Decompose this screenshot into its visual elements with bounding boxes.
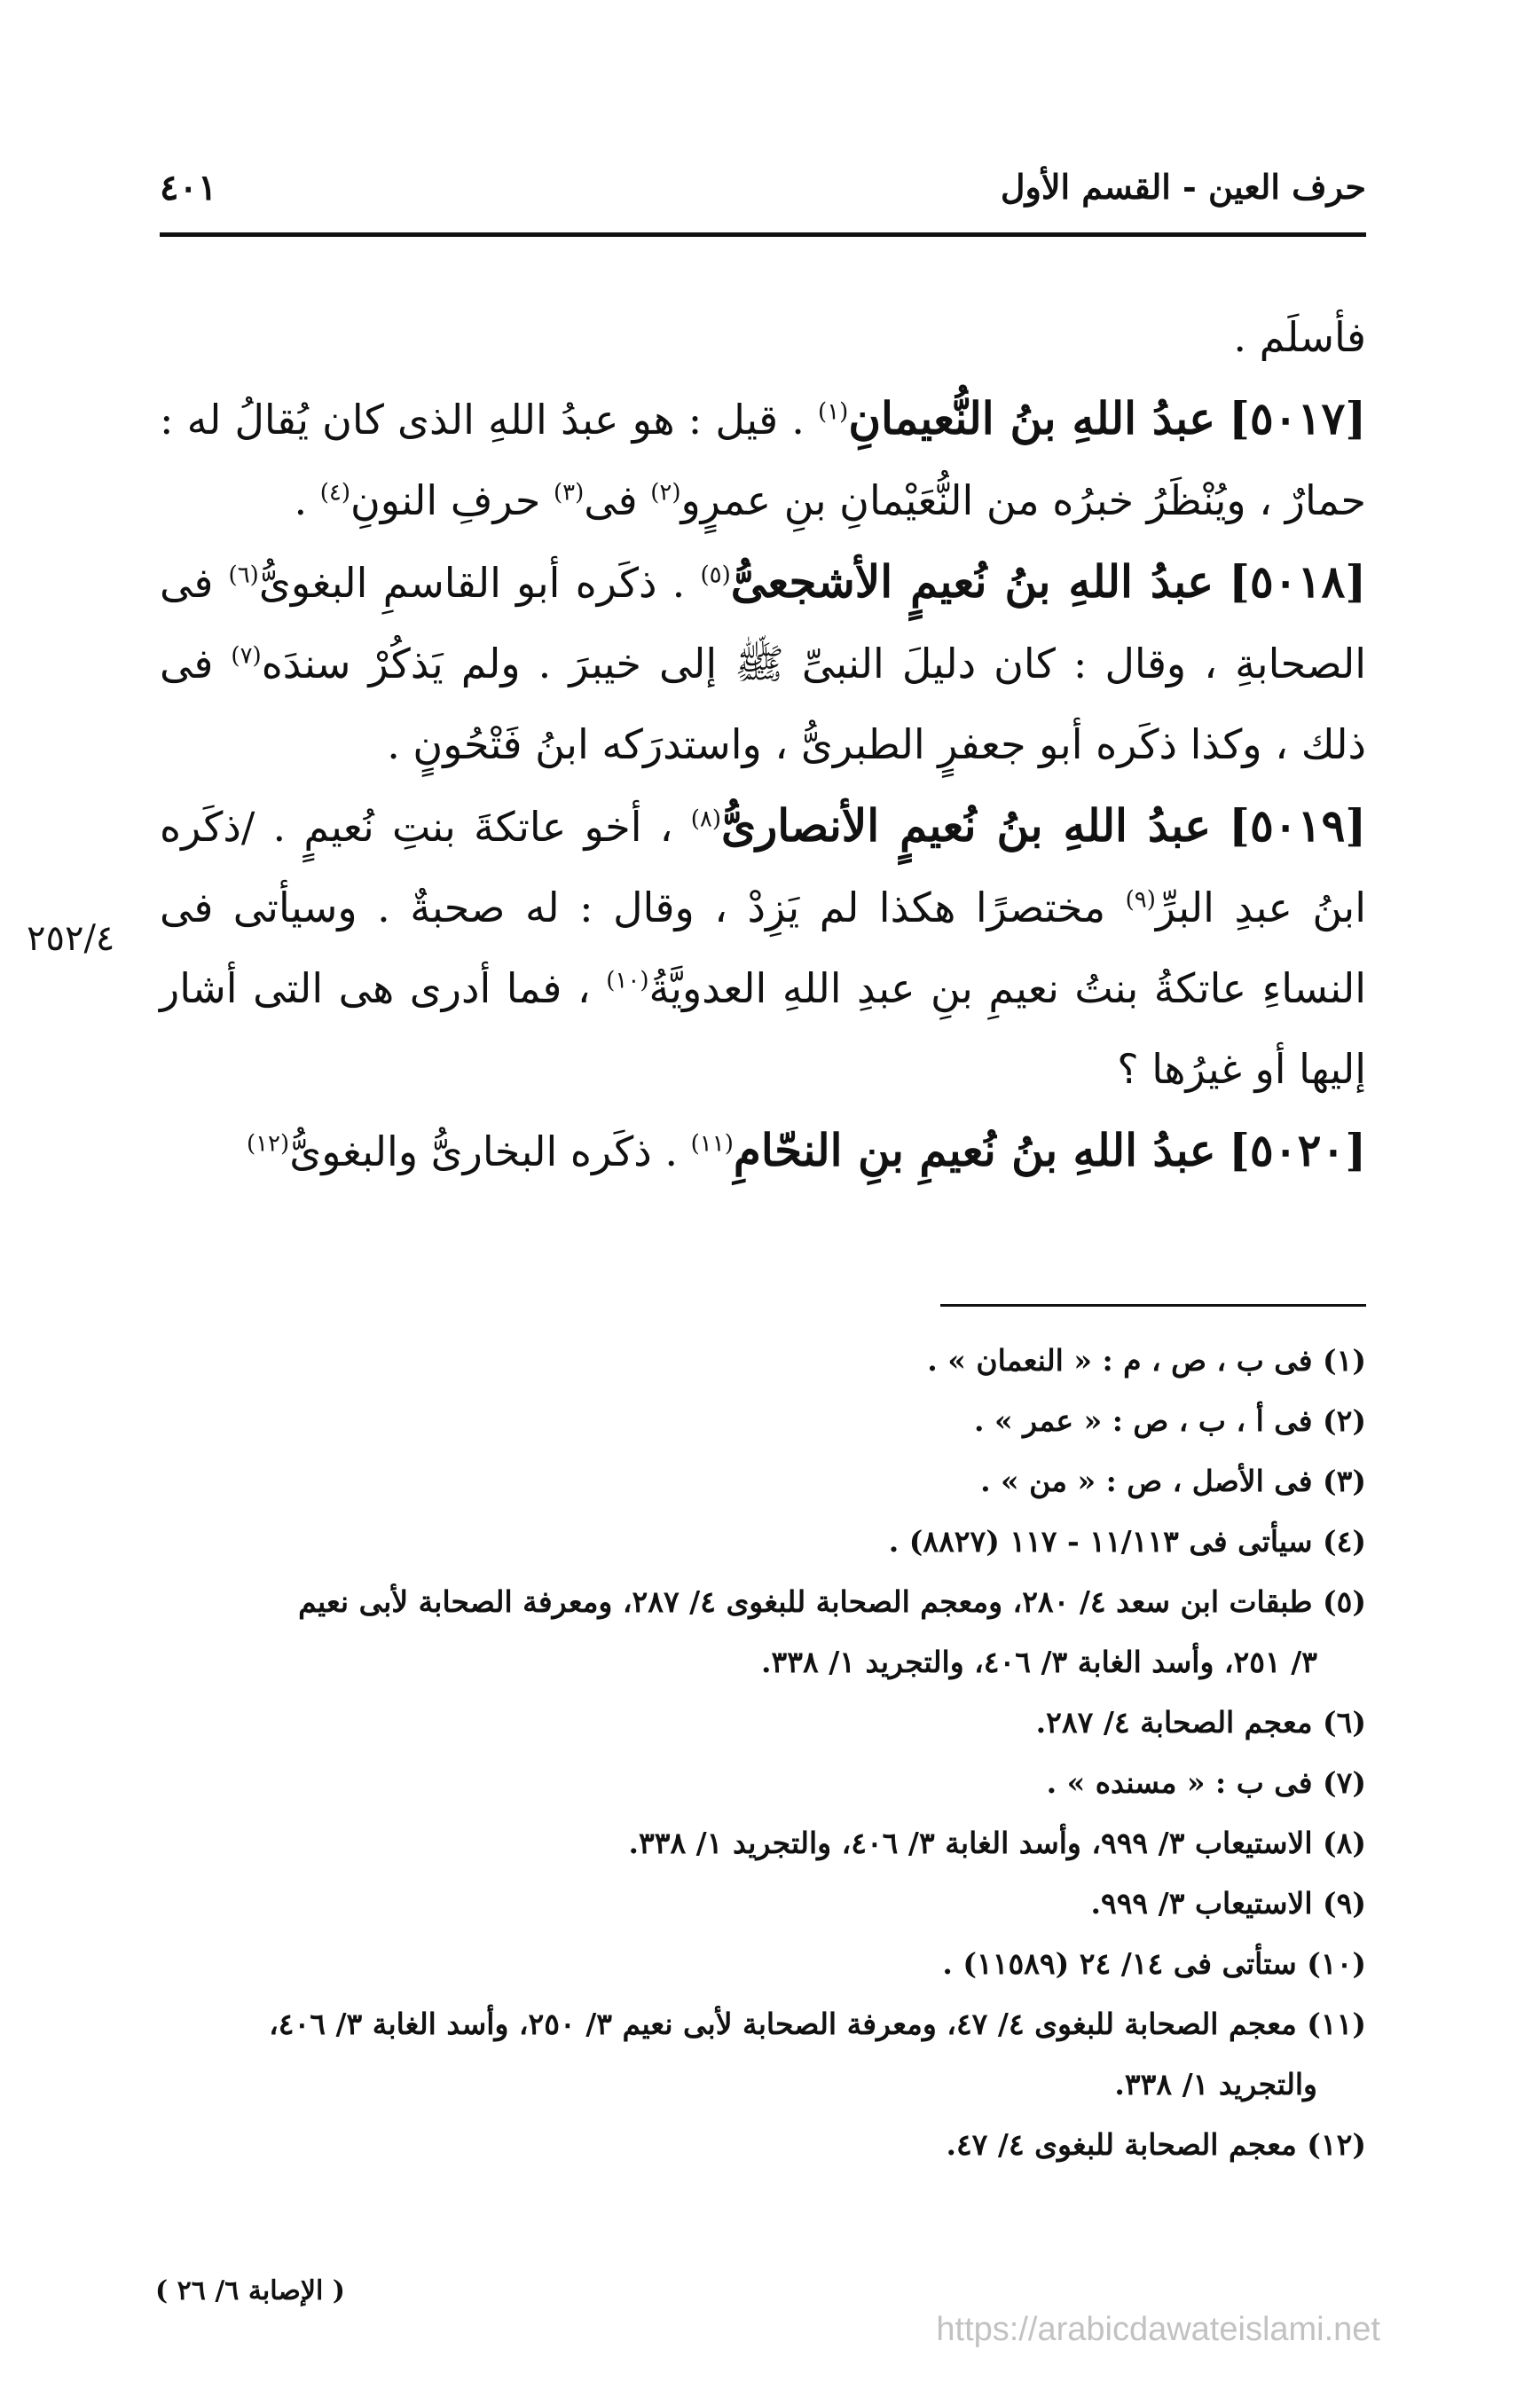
- footnote-ref: (١): [818, 398, 849, 426]
- header-rule: [160, 232, 1366, 237]
- entry-name: عبدُ اللهِ بنُ نُعيمٍ الأشجعىُّ: [730, 555, 1214, 608]
- entry-text: فى الصحابةِ ، وقال : كان دليلَ النبىِّ ﷺ إلى خيبرَ . ولم يَذكُرْ سندَه: [160, 559, 1367, 687]
- entry-name: عبدُ اللهِ بنُ نُعيمِ بنِ النحّامِ: [733, 1124, 1216, 1176]
- entry-text: ، فما أدرى هى التى أشار إليها أو غيرُها ؟: [160, 964, 1366, 1093]
- footnote-ref: (١٢): [246, 1130, 290, 1158]
- entry-5019: [160, 785, 1366, 1110]
- entry-number: [٥٠١٩]: [1229, 799, 1367, 852]
- footnote-9: (٩) الاستيعاب ٣/ ٩٩٩.: [1090, 1886, 1366, 1921]
- footnote-ref: (٢): [650, 479, 681, 507]
- footnote-10: (١٠) ستأتى فى ١٤/ ٢٤ (١١٥٨٩) .: [942, 1946, 1366, 1981]
- entry-name: عبدُ اللهِ بنُ النُّعيمانِ: [848, 392, 1216, 444]
- footnote-6: (٦) معجم الصحابة ٤/ ٢٨٧.: [1035, 1705, 1366, 1740]
- entry-5017: [160, 378, 1366, 541]
- running-header: [160, 160, 1366, 222]
- entry-text: فى ذلك ، وكذا ذكَره أبو جعفرٍ الطبرىُّ ، واستدرَكه ابنُ فَتْحُونٍ .: [160, 640, 1366, 768]
- entry-text: . ذكَره البخارىُّ والبغوىُّ: [289, 1127, 691, 1175]
- footnote-3: (٣) فى الأصل ، ص : « من » .: [980, 1464, 1366, 1498]
- footnote-8: (٨) الاستيعاب ٣/ ٩٩٩، وأسد الغابة ٣/ ٤٠٦، والتجريد ١/ ٣٣٨.: [628, 1826, 1366, 1860]
- footnote-ref: (١٠): [606, 967, 649, 994]
- footnote-ref: (٤): [319, 479, 350, 507]
- entry-5018: [160, 541, 1366, 785]
- footnote-11-continued: والتجريد ١/ ٣٣٨.: [1114, 2067, 1317, 2102]
- entry-name: عبدُ اللهِ بنُ نُعيمٍ الأنصارىُّ: [721, 799, 1212, 852]
- entry-number: [٥٠٢٠]: [1229, 1124, 1366, 1176]
- footnote-ref: (٩): [1125, 886, 1156, 914]
- footnote-separator: [940, 1304, 1366, 1307]
- footnote-ref: (٣): [553, 479, 585, 507]
- entry-text: فى: [584, 476, 651, 524]
- footnote-2: (٢) فى أ ، ب ، ص : « عمر » .: [974, 1403, 1366, 1438]
- margin-reference: ٢٥٢/٤: [27, 918, 115, 959]
- footnote-ref: (٥): [700, 562, 731, 589]
- footnotes: [160, 1331, 1366, 2175]
- footnote-ref: (١١): [690, 1130, 734, 1158]
- footnote-11: (١١) معجم الصحابة للبغوى ٤/ ٤٧، ومعرفة الصحابة لأبى نعيم ٣/ ٢٥٠، وأسد الغابة ٣/ ٤٠٦،: [269, 2007, 1366, 2041]
- footnote-4: (٤) سيأتى فى ١١/١١٣ - ١١٧ (٨٨٢٧) .: [888, 1524, 1366, 1559]
- header-title: حرف العين - القسم الأول: [1000, 167, 1366, 207]
- entry-number: [٥٠١٨]: [1229, 555, 1366, 608]
- footnote-7: (٧) فى ب : « مسنده » .: [1046, 1765, 1366, 1800]
- footnote-12: (١٢) معجم الصحابة للبغوى ٤/ ٤٧.: [946, 2127, 1366, 2162]
- footnote-ref: (٨): [690, 805, 721, 833]
- footnote-ref: (٦): [228, 562, 259, 589]
- main-text: [160, 297, 1366, 1192]
- entry-text: ، أخو عاتكةَ بنتِ نُعيمٍ . /ذكَره ابنُ عبدِ البرِّ: [160, 803, 1366, 931]
- footnote-5: (٥) طبقات ابن سعد ٤/ ٢٨٠، ومعجم الصحابة للبغوى ٤/ ٢٨٧، ومعرفة الصحابة لأبى نعيم: [298, 1584, 1366, 1619]
- entry-text: . ذكَره أبو القاسمِ البغوىُّ: [258, 559, 701, 607]
- footnote-ref: (٧): [231, 642, 262, 670]
- paragraph-intro: فأسلَم .: [1233, 313, 1366, 361]
- entry-number: [٥٠١٧]: [1229, 392, 1366, 444]
- footnote-5-continued: ٣/ ٢٥١، وأسد الغابة ٣/ ٤٠٦، والتجريد ١/ ٣٣٨.: [761, 1645, 1317, 1679]
- footnote-1: (١) فى ب ، ص ، م : « النعمان » .: [927, 1343, 1366, 1378]
- signature-mark: ( الإصابة ٦/ ٢٦ ): [155, 2275, 345, 2306]
- entry-text: . قيل : هو عبدُ اللهِ الذى كان يُقالُ له : حمارٌ ، ويُنْظَرُ خبرُه من النُّعَيْمانِ بنِ عمرٍو: [160, 396, 1366, 524]
- entry-text: مختصرًا هكذا لم يَزِدْ ، وقال : له صحبةٌ . وسيأتى فى النساءِ عاتكةُ بنتُ نعيمِ بنِ عبدِ اللهِ العدويَّةُ: [160, 884, 1366, 1012]
- entry-text: .: [294, 476, 320, 524]
- watermark: https://arabicdawateislami.net: [936, 2311, 1380, 2348]
- entry-5020: [160, 1110, 1366, 1192]
- entry-text: حرفِ النونِ: [350, 476, 554, 524]
- page-number: ٤٠١: [160, 167, 217, 208]
